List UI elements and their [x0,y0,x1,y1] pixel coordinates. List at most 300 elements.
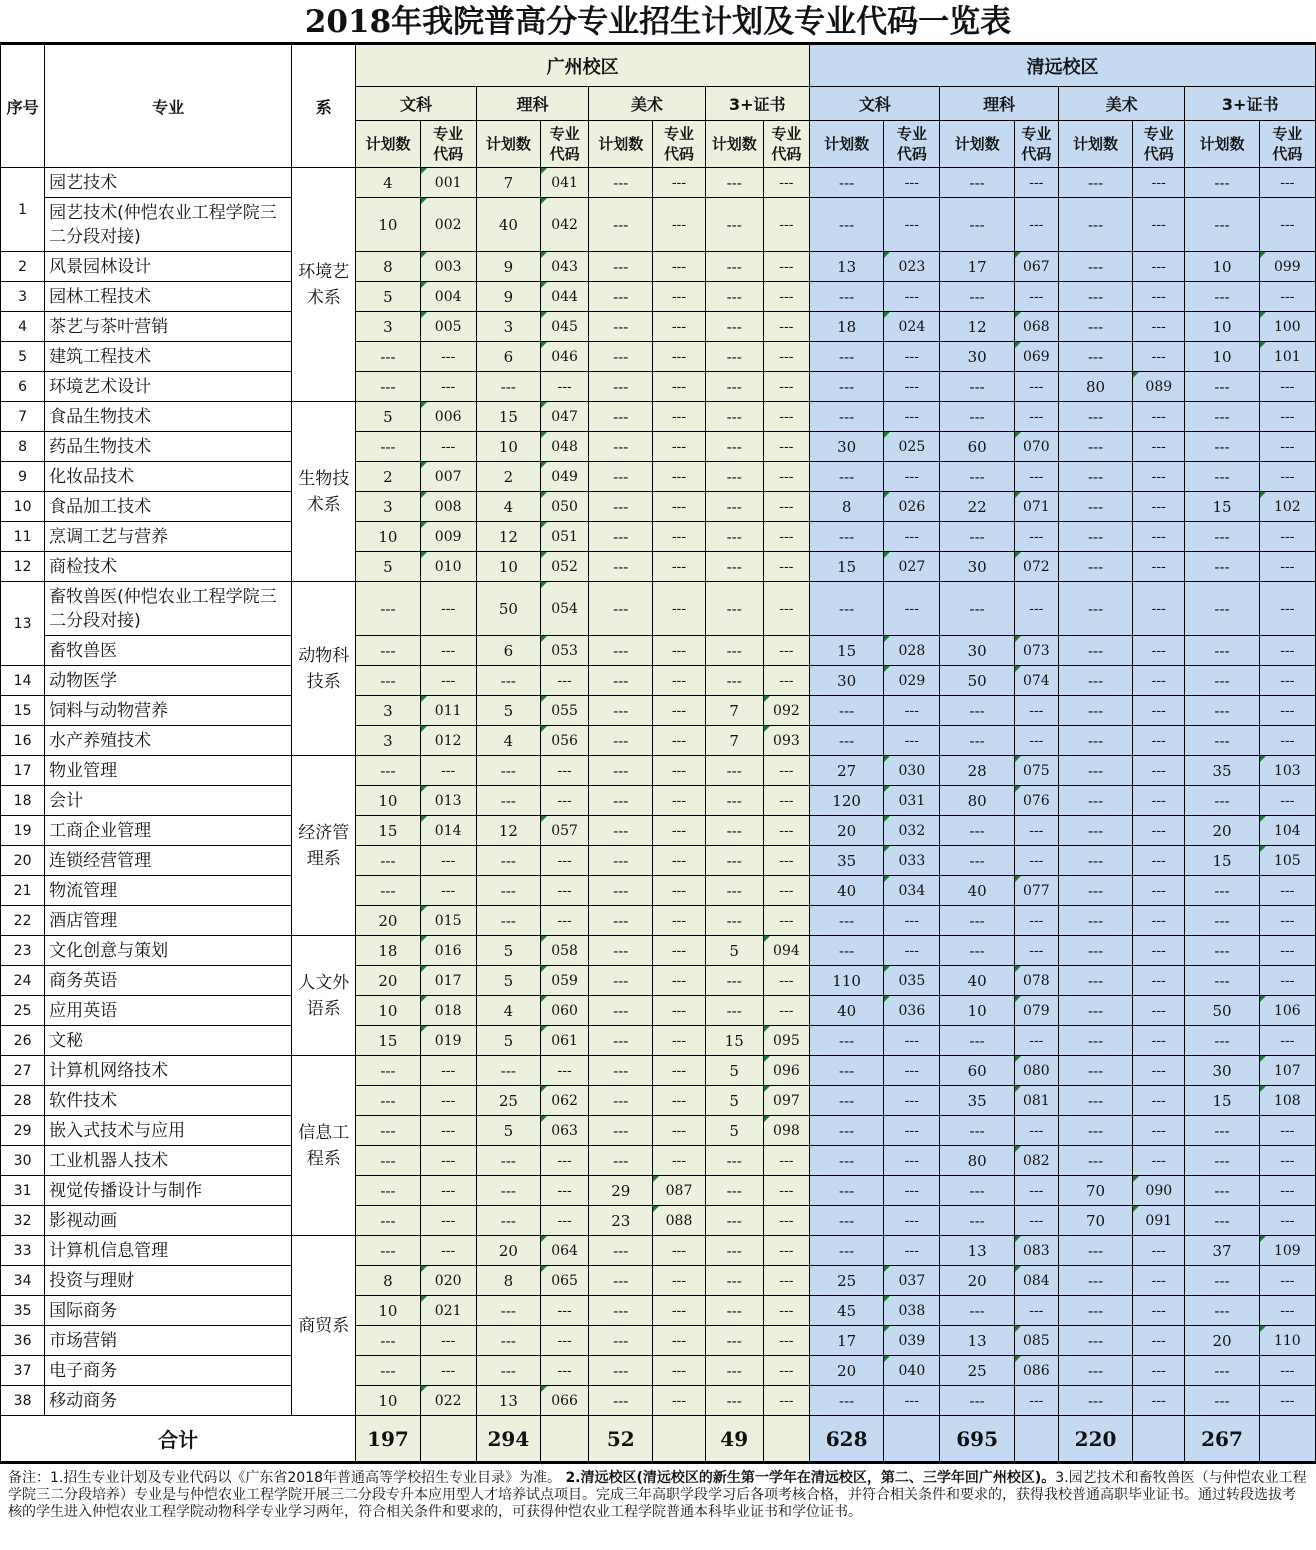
header-plan: 计划数 [940,121,1014,168]
qy-plan-cell: --- [809,198,883,252]
major-name: 建筑工程技术 [45,342,292,372]
qy-code-cell: 100 [1259,312,1315,342]
gz-total-value: 294 [476,1416,540,1462]
qy-plan-cell: 60 [940,432,1014,462]
qy-plan-cell: --- [1185,372,1259,402]
gz-plan-cell: --- [705,312,763,342]
row-seq: 32 [1,1206,45,1236]
major-name: 工商企业管理 [45,816,292,846]
qy-plan-cell: --- [1185,1026,1259,1056]
qy-plan-cell: --- [1185,786,1259,816]
gz-plan-cell: --- [589,1086,653,1116]
table-row [1,936,1316,966]
qy-plan-cell: --- [1058,522,1132,552]
gz-plan-cell: --- [589,666,653,696]
gz-plan-cell: --- [589,402,653,432]
header-plan: 计划数 [705,121,763,168]
footnote-2: 2.清远校区(清远校区的新生第一学年在清远校区，第二、三学年回广州校区)。 [565,1470,1056,1486]
major-name: 国际商务 [45,1296,292,1326]
qy-code-cell: 084 [1014,1266,1058,1296]
gz-code-cell: --- [653,252,705,282]
gz-plan-cell: 8 [356,252,420,282]
gz-code-cell: --- [541,1056,589,1086]
gz-plan-cell: 9 [476,282,540,312]
gz-code-cell: --- [653,552,705,582]
gz-plan-cell: --- [705,1266,763,1296]
gz-code-cell: --- [653,996,705,1026]
gz-code-cell: --- [763,168,809,198]
gz-plan-cell: 12 [476,522,540,552]
qy-plan-cell: --- [1058,462,1132,492]
qy-code-cell: 068 [1014,312,1058,342]
qy-plan-cell: 30 [940,342,1014,372]
qy-plan-cell: --- [1185,636,1259,666]
row-seq: 16 [1,726,45,756]
major-name: 连锁经营管理 [45,846,292,876]
gz-code-cell: 005 [420,312,476,342]
major-name: 电子商务 [45,1356,292,1386]
qy-code-cell: --- [1133,168,1185,198]
major-name: 商检技术 [45,552,292,582]
gz-code-cell: --- [653,786,705,816]
page-title: 2018年我院普高分专业招生计划及专业代码一览表 [0,0,1316,44]
qy-plan-cell: --- [809,522,883,552]
gz-code-cell: --- [763,846,809,876]
qy-plan-cell: 15 [809,552,883,582]
gz-plan-cell: --- [476,1296,540,1326]
qy-code-cell: --- [1133,636,1185,666]
gz-code-cell: 042 [541,198,589,252]
qy-plan-cell: 80 [940,1146,1014,1176]
qy-code-cell: --- [884,582,940,636]
qy-plan-cell: --- [1058,312,1132,342]
gz-code-cell: --- [763,756,809,786]
qy-code-cell: 073 [1014,636,1058,666]
qy-plan-cell: --- [1058,582,1132,636]
qy-code-cell: --- [1014,906,1058,936]
qy-plan-cell: --- [1058,906,1132,936]
qy-code-cell: --- [1133,936,1185,966]
qy-code-cell: 108 [1259,1086,1315,1116]
gz-plan-cell: --- [705,282,763,312]
gz-plan-cell: --- [589,1386,653,1416]
qy-code-cell: --- [1014,282,1058,312]
gz-plan-cell: --- [589,1116,653,1146]
gz-plan-cell: --- [356,432,420,462]
table-row [1,846,1316,876]
gz-plan-cell: --- [705,1296,763,1326]
qy-code-cell: 080 [1014,1056,1058,1086]
qy-plan-cell: --- [940,402,1014,432]
table-row [1,1326,1316,1356]
table-row [1,1116,1316,1146]
gz-plan-cell: 15 [705,1026,763,1056]
gz-code-cell: 058 [541,936,589,966]
gz-code-cell: --- [763,1386,809,1416]
row-seq: 10 [1,492,45,522]
qy-code-cell: --- [1259,1206,1315,1236]
qy-code-cell: --- [1133,198,1185,252]
gz-plan-cell: --- [476,786,540,816]
qy-plan-cell: 70 [1058,1206,1132,1236]
qy-code-cell: 089 [1133,372,1185,402]
table-row [1,582,1316,636]
gz-plan-cell: --- [476,1206,540,1236]
qy-plan-cell: --- [940,282,1014,312]
gz-plan-cell: --- [356,666,420,696]
gz-plan-cell: 5 [356,282,420,312]
gz-code-cell: --- [763,786,809,816]
row-seq: 38 [1,1386,45,1416]
qy-plan-cell: --- [809,1236,883,1266]
gz-code-cell: --- [541,876,589,906]
gz-plan-cell: 4 [476,996,540,1026]
qy-code-cell: 025 [884,432,940,462]
qy-code-cell: --- [1133,996,1185,1026]
row-seq: 12 [1,552,45,582]
gz-plan-cell: 7 [705,726,763,756]
qy-code-cell: --- [884,198,940,252]
qy-plan-cell: 110 [809,966,883,996]
gz-code-cell: --- [541,1356,589,1386]
gz-code-cell: 051 [541,522,589,552]
qy-plan-cell: 50 [940,666,1014,696]
gz-code-cell: --- [653,636,705,666]
gz-plan-cell: 5 [356,402,420,432]
qy-code-cell: --- [1014,1386,1058,1416]
gz-plan-cell: --- [705,1356,763,1386]
major-name: 畜牧兽医 [45,636,292,666]
major-name: 应用英语 [45,996,292,1026]
gz-plan-cell: --- [705,582,763,636]
gz-plan-cell: --- [705,666,763,696]
qy-plan-cell: --- [809,168,883,198]
qy-plan-cell: --- [809,372,883,402]
qy-code-cell: 069 [1014,342,1058,372]
qy-code-cell: --- [1014,372,1058,402]
row-seq: 26 [1,1026,45,1056]
gz-plan-cell: --- [705,522,763,552]
qy-code-cell: --- [1259,726,1315,756]
qy-plan-cell: --- [1058,1356,1132,1386]
qy-code-cell: --- [884,696,940,726]
gz-code-cell: --- [763,1206,809,1236]
gz-plan-cell: --- [589,816,653,846]
header-code: 专业代码 [1259,121,1315,168]
qy-code-cell: 077 [1014,876,1058,906]
table-row [1,462,1316,492]
gz-code-cell: 004 [420,282,476,312]
gz-code-cell: --- [653,582,705,636]
gz-code-cell: --- [653,492,705,522]
qy-code-cell: 034 [884,876,940,906]
gz-total-blank [763,1416,809,1462]
qy-code-cell: 086 [1014,1356,1058,1386]
qy-plan-cell: 50 [1185,996,1259,1026]
table-row [1,726,1316,756]
gz-code-cell: --- [653,666,705,696]
qy-code-cell: 035 [884,966,940,996]
qy-plan-cell: --- [1185,1266,1259,1296]
major-name: 园艺技术(仲恺农业工程学院三二分段对接) [45,198,292,252]
gz-code-cell: 093 [763,726,809,756]
qy-code-cell: --- [1133,816,1185,846]
qy-code-cell: 072 [1014,552,1058,582]
qy-plan-cell: --- [1058,282,1132,312]
table-row [1,816,1316,846]
qy-code-cell: --- [1133,462,1185,492]
gz-code-cell: --- [653,522,705,552]
gz-code-cell: --- [763,966,809,996]
qy-plan-cell: --- [809,906,883,936]
gz-code-cell: --- [420,756,476,786]
qy-code-cell: --- [884,1386,940,1416]
gz-code-cell: --- [763,372,809,402]
row-seq: 31 [1,1176,45,1206]
qy-plan-cell: 17 [809,1326,883,1356]
gz-code-cell: 018 [420,996,476,1026]
gz-code-cell: --- [653,168,705,198]
qy-code-cell: --- [1133,696,1185,726]
gz-plan-cell: --- [589,936,653,966]
qy-code-cell: --- [1259,1176,1315,1206]
qy-plan-cell: 13 [940,1236,1014,1266]
gz-code-cell: --- [653,966,705,996]
gz-code-cell: --- [763,1356,809,1386]
header-code: 专业代码 [1014,121,1058,168]
gz-plan-cell: --- [356,1056,420,1086]
qy-code-cell: --- [1133,1356,1185,1386]
gz-plan-cell: 40 [476,198,540,252]
table-row [1,1296,1316,1326]
gz-code-cell: --- [541,372,589,402]
gz-code-cell: 045 [541,312,589,342]
gz-plan-cell: --- [589,996,653,1026]
row-seq: 4 [1,312,45,342]
gz-code-cell: --- [763,816,809,846]
qy-plan-cell: --- [940,936,1014,966]
total-label: 合计 [1,1416,356,1462]
qy-plan-cell: --- [1185,1146,1259,1176]
qy-code-cell: --- [1014,1116,1058,1146]
qy-code-cell: --- [1133,1236,1185,1266]
qy-code-cell: --- [1133,786,1185,816]
row-seq: 13 [1,582,45,666]
gz-code-cell: --- [420,876,476,906]
gz-code-cell: --- [763,666,809,696]
qy-code-cell: --- [1014,168,1058,198]
gz-code-cell: 057 [541,816,589,846]
qy-total-blank [1014,1416,1058,1462]
qy-plan-cell: --- [1185,936,1259,966]
gz-total-value: 197 [356,1416,420,1462]
row-seq: 22 [1,906,45,936]
header-gz-arts: 文科 [356,87,476,121]
gz-total-value: 49 [705,1416,763,1462]
qy-plan-cell: --- [809,1056,883,1086]
qy-code-cell: --- [1133,726,1185,756]
gz-plan-cell: 3 [356,696,420,726]
qy-code-cell: --- [884,1086,940,1116]
gz-plan-cell: 3 [356,492,420,522]
qy-code-cell: --- [1259,1296,1315,1326]
gz-code-cell: 022 [420,1386,476,1416]
gz-code-cell: --- [420,846,476,876]
gz-code-cell: --- [763,462,809,492]
department-name: 经济管理系 [292,756,356,936]
row-seq: 35 [1,1296,45,1326]
gz-plan-cell: 4 [476,492,540,522]
row-seq: 7 [1,402,45,432]
gz-code-cell: --- [763,552,809,582]
qy-plan-cell: --- [809,462,883,492]
gz-code-cell: 002 [420,198,476,252]
qy-plan-cell: 20 [809,816,883,846]
gz-code-cell: 007 [420,462,476,492]
qy-code-cell: 109 [1259,1236,1315,1266]
table-row [1,666,1316,696]
gz-code-cell: --- [653,312,705,342]
qy-code-cell: 101 [1259,342,1315,372]
qy-plan-cell: --- [940,372,1014,402]
department-name: 商贸系 [292,1236,356,1416]
qy-plan-cell: --- [940,582,1014,636]
qy-plan-cell: 20 [809,1356,883,1386]
gz-plan-cell: --- [476,372,540,402]
gz-plan-cell: 7 [476,168,540,198]
qy-plan-cell: --- [940,1296,1014,1326]
gz-plan-cell: --- [589,1356,653,1386]
gz-code-cell: --- [653,198,705,252]
gz-code-cell: --- [420,1176,476,1206]
gz-plan-cell: --- [589,522,653,552]
qy-code-cell: --- [1133,432,1185,462]
gz-code-cell: --- [420,582,476,636]
table-row [1,1386,1316,1416]
qy-code-cell: --- [1133,1116,1185,1146]
qy-plan-cell: --- [940,168,1014,198]
gz-code-cell: 087 [653,1176,705,1206]
gz-plan-cell: --- [705,1146,763,1176]
gz-plan-cell: --- [705,552,763,582]
qy-code-cell: --- [1259,1116,1315,1146]
gz-code-cell: --- [653,726,705,756]
gz-code-cell: --- [653,1386,705,1416]
header-gz-fine-arts: 美术 [589,87,705,121]
gz-plan-cell: --- [705,636,763,666]
gz-plan-cell: --- [589,1146,653,1176]
gz-plan-cell: 6 [476,342,540,372]
qy-code-cell: --- [1133,966,1185,996]
qy-plan-cell: --- [1058,936,1132,966]
major-name: 环境艺术设计 [45,372,292,402]
gz-plan-cell: 25 [476,1086,540,1116]
major-name: 物业管理 [45,756,292,786]
qy-plan-cell: --- [940,1386,1014,1416]
gz-plan-cell: 10 [356,1386,420,1416]
gz-plan-cell: --- [589,198,653,252]
qy-code-cell: --- [1133,876,1185,906]
gz-code-cell: --- [763,492,809,522]
table-row [1,1056,1316,1086]
qy-code-cell: --- [1014,696,1058,726]
gz-code-cell: --- [763,582,809,636]
major-name: 食品生物技术 [45,402,292,432]
gz-plan-cell: --- [589,1296,653,1326]
table-row [1,1356,1316,1386]
qy-code-cell: --- [1014,462,1058,492]
gz-plan-cell: 13 [476,1386,540,1416]
header-qy-fine-arts: 美术 [1058,87,1184,121]
department-name: 动物科技系 [292,582,356,756]
qy-code-cell: --- [1259,1266,1315,1296]
header-seq: 序号 [1,45,45,168]
gz-plan-cell: --- [705,492,763,522]
qy-code-cell: --- [1133,1146,1185,1176]
table-row [1,996,1316,1026]
qy-code-cell: 104 [1259,816,1315,846]
qy-plan-cell: 8 [809,492,883,522]
qy-code-cell: 079 [1014,996,1058,1026]
qy-code-cell: --- [1133,522,1185,552]
gz-plan-cell: --- [476,1146,540,1176]
gz-plan-cell: --- [589,252,653,282]
qy-plan-cell: --- [1185,432,1259,462]
qy-plan-cell: 12 [940,312,1014,342]
qy-code-cell: --- [1014,402,1058,432]
qy-code-cell: --- [1133,1386,1185,1416]
table-row [1,168,1316,198]
total-row [1,1416,1316,1462]
major-name: 市场营销 [45,1326,292,1356]
qy-code-cell: --- [1259,1356,1315,1386]
qy-plan-cell: --- [1058,846,1132,876]
table-row [1,756,1316,786]
gz-code-cell: --- [653,1026,705,1056]
qy-total-value: 220 [1058,1416,1132,1462]
gz-code-cell: --- [763,198,809,252]
gz-code-cell: 088 [653,1206,705,1236]
gz-code-cell: 017 [420,966,476,996]
gz-plan-cell: --- [356,876,420,906]
gz-plan-cell: --- [705,1236,763,1266]
qy-plan-cell: --- [1185,966,1259,996]
gz-code-cell: 055 [541,696,589,726]
gz-code-cell: --- [420,1326,476,1356]
qy-code-cell: 102 [1259,492,1315,522]
qy-code-cell: --- [884,372,940,402]
qy-code-cell: --- [884,342,940,372]
gz-code-cell: 065 [541,1266,589,1296]
major-name: 酒店管理 [45,906,292,936]
gz-plan-cell: 5 [356,552,420,582]
header-plan: 计划数 [1185,121,1259,168]
qy-plan-cell: --- [1185,462,1259,492]
qy-code-cell: --- [1014,582,1058,636]
qy-code-cell: --- [1259,282,1315,312]
qy-code-cell: --- [884,726,940,756]
row-seq: 34 [1,1266,45,1296]
major-name: 商务英语 [45,966,292,996]
table-row [1,1266,1316,1296]
qy-code-cell: 099 [1259,252,1315,282]
qy-plan-cell: --- [1058,1236,1132,1266]
qy-code-cell: --- [1259,582,1315,636]
qy-plan-cell: --- [1058,1326,1132,1356]
gz-plan-cell: --- [705,168,763,198]
gz-plan-cell: 15 [356,816,420,846]
gz-code-cell: 010 [420,552,476,582]
